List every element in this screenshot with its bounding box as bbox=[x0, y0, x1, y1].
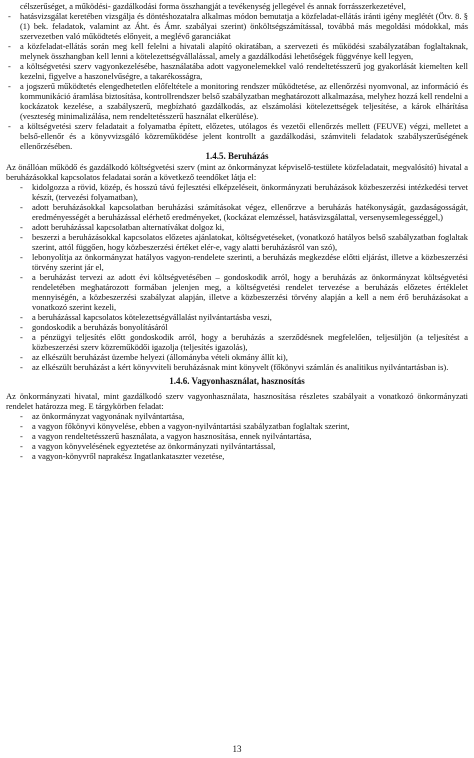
dash-bullet: - bbox=[20, 312, 23, 322]
dash-bullet: - bbox=[20, 421, 23, 431]
list-item-text: a beruházást tervezi az adott évi költségvetésében – gondoskodik arról, hogy a beruházás az önkormányzat költségvetési rendeletében meghatározott formában jelenjen meg, a költségvetési rendelet tervezése a beruházás előzetes értéklelet mennyiségén, a közbeszerzési szabályzat alapján, illetve a közbeszerzési törvény alapján a kell a nem érő beruházásokat a vonatkozó szerint kezeli, bbox=[32, 272, 468, 312]
section-heading-vagyonhasznalat: 1.4.6. Vagyonhasználat, hasznosítás bbox=[169, 376, 305, 386]
dash-bullet: - bbox=[20, 362, 23, 372]
dash-bullet: - bbox=[20, 182, 23, 192]
dash-bullet: - bbox=[20, 272, 23, 282]
list-item-text: a vagyon főkönyvi könyvelése, ebben a vagyon-nyilvántartási szabályzatban foglaltak szerint, bbox=[32, 421, 350, 431]
list-item bbox=[6, 332, 468, 352]
list-item bbox=[6, 202, 468, 222]
list-item bbox=[6, 41, 468, 61]
dash-bullet: - bbox=[8, 81, 11, 91]
section-intro-paragraph: Az önállóan működő és gazdálkodó költségvetési szerv (mint az önkormányzat képviselő-testülete közfeladatait, megvalósító) hivatal a beruházásokkal kapcsolatos feladatai során a következő teendőket látja el: bbox=[6, 162, 468, 182]
list-item bbox=[6, 451, 468, 461]
list-item-text: a közfeladat-ellátás során meg kell felelni a hivatali alapító okiratában, a szervezeti és működési szabályzatában foglaltaknak, melynek összhangban kell lenni a kötelezettségvállalással, amely a gazdálkodási lehetőségek függvénye kell legyen, bbox=[20, 41, 468, 61]
list-item-text: lebonyolítja az önkormányzat hatályos vagyon-rendelete szerinti, a beruházás megkezdése előtti eljárást, illetve a közbeszerzési törvény szerint jár el, bbox=[32, 252, 468, 272]
list-item-text: adott beruházással kapcsolatban alternatívákat dolgoz ki, bbox=[32, 222, 225, 232]
list-item-text: hatásvizsgálat keretében vizsgálja és döntéshozatalra alkalmas módon bemutatja a közfeladat-ellátás iránti igény meglétét (Ötv. 8. § (1) bek. feladatok, valamint az Áht. és Ámr. szabályai szerint) önköltségszámítással, továbbá más megoldási módokkal, más szervezetben való működtetés előnyeit, a meglévő garanciákat bbox=[20, 11, 468, 41]
list-item-text: a költségvetési szerv feladatait a folyamatba épített, előzetes, utólagos és vezetői ellenőrzés mellett (FEUVE) végzi, melletet a belső-ellenőr és a könyvvizsgáló közreműködése jelent kontrollt a gazdálkodási, számviteli feladatok szabályszerűségének ellenőrzésében. bbox=[20, 121, 468, 151]
list-item bbox=[6, 252, 468, 272]
list-item bbox=[6, 421, 468, 431]
list-item bbox=[6, 431, 468, 441]
list-item-text: az elkészült beruházást a kért könyvviteli beruházásnak mint könyvelt (főkönyvi számlán és analitikus nyilvántartásban is). bbox=[32, 362, 449, 372]
list-item bbox=[6, 182, 468, 202]
dash-bullet: - bbox=[20, 352, 23, 362]
list-item-text: adott beruházásokkal kapcsolatban beruházási számításokat végez, ellenőrzve a beruházás hatékonyságát, gazdaságosságát, eredményességét a beruházással elérhető eredményeket, (kockázat elemzéssel, hatásvizsgálattal, versenysemlegességgel,) bbox=[32, 202, 468, 222]
dash-bullet: - bbox=[20, 451, 23, 461]
dash-bullet: - bbox=[20, 202, 23, 212]
list-item-text: a költségvetési szerv vagyonkezelésébe, használatába adott vagyonelemekkel való rendeltetésszerű jog gyakorlását kiemelten kell kezelni, figyelve a haszonelvűségre, a takarékosságra, bbox=[20, 61, 468, 81]
list-item bbox=[6, 11, 468, 41]
list-item bbox=[6, 441, 468, 451]
list-item bbox=[6, 272, 468, 312]
dash-bullet: - bbox=[20, 322, 23, 332]
dash-bullet: - bbox=[8, 121, 11, 131]
list-item-text: a vagyon rendeltetésszerű használata, a vagyon hasznosítása, ennek nyilvántartása, bbox=[32, 431, 312, 441]
dash-bullet: - bbox=[20, 332, 23, 342]
list-item-text: a pénzügyi teljesítés előtt gondoskodik arról, hogy a beruházás a szerződésnek megfelelően, teljesüljön (a teljesítést a közbeszerzési szerv közreműködői igazolja (teljesítés igazolás), bbox=[32, 332, 468, 352]
dash-bullet: - bbox=[20, 431, 23, 441]
list-item-text: beszerzi a beruházásokkal kapcsolatos előzetes ajánlatokat, költségvetéseket, (vonatkozó hatályos belső szabályzatban foglaltak szerint, attól függően, hogy közbeszerzési értéket elér-e, vagy alatti beruházásról van szó), bbox=[32, 232, 468, 252]
section-heading-beruhazas: 1.4.5. Beruházás bbox=[205, 151, 269, 161]
page-content bbox=[6, 1, 468, 461]
page-number: 13 bbox=[232, 744, 242, 754]
list-item-text: gondoskodik a beruházás bonyolításáról bbox=[32, 322, 168, 332]
list-item bbox=[6, 312, 468, 322]
dash-bullet: - bbox=[20, 222, 23, 232]
list-item bbox=[6, 81, 468, 121]
list-item-text: kidolgozza a rövid, közép, és hosszú távú fejlesztési elképzeléseit, önkormányzati beruházások közbeszerzési intézkedési tervet készít, (tervezési folyamatban), bbox=[32, 182, 468, 202]
dash-bullet: - bbox=[20, 411, 23, 421]
list-item-text: az önkormányzat vagyonának nyilvántartása, bbox=[32, 411, 185, 421]
list-item-text: az elkészült beruházást üzembe helyezi (állományba vételi okmány állít ki), bbox=[32, 352, 288, 362]
list-item-text: a vagyon-könyvről naprakész Ingatlankataszter vezetése, bbox=[32, 451, 225, 461]
dash-bullet: - bbox=[8, 41, 11, 51]
list-item-text: a beruházással kapcsolatos kötelezettségvállalást nyilvántartásba veszi, bbox=[32, 312, 272, 322]
dash-bullet: - bbox=[20, 232, 23, 242]
list-item bbox=[6, 61, 468, 81]
list-item bbox=[6, 362, 468, 372]
dash-bullet: - bbox=[20, 441, 23, 451]
list-item bbox=[6, 232, 468, 252]
list-item-text: a vagyon könyvelésének egyeztetése az önkormányzati nyilvántartással, bbox=[32, 441, 276, 451]
list-item bbox=[6, 352, 468, 362]
list-item-continuation: célszerűséget, a működési- gazdálkodási forma összhangját a tevékenység jellegével és annak forrásszerkezetével, bbox=[20, 1, 406, 11]
list-item bbox=[6, 121, 468, 151]
list-item bbox=[6, 322, 468, 332]
dash-bullet: - bbox=[8, 11, 11, 21]
list-item bbox=[6, 222, 468, 232]
dash-bullet: - bbox=[8, 61, 11, 71]
dash-bullet: - bbox=[20, 252, 23, 262]
list-item-text: a jogszerű működtetés elengedhetetlen előfeltétele a monitoring rendszer működtetése, az ellenőrzési nyomvonal, az információ és kommunikáció áramlása biztosítása, kontrollrendszer belső szabályzatban meghatározott alkalmazása, melyhez hozzá kell rendelni a kockázatok kezelése, a szabályszerű, megbízható gazdálkodás, az elszámolási kötelezettségek teljesítése, a károk elhárítása (veszteség minimalizálása, nem rendeltetésszerű használat elkerülése). bbox=[20, 81, 468, 121]
list-item bbox=[6, 411, 468, 421]
section-intro-paragraph: Az önkormányzati hivatal, mint gazdálkodó szerv vagyonhasználata, hasznosítása részletes szabályait a vonatkozó önkormányzati rendelet határozza meg. E tárgykörben feladat: bbox=[6, 391, 468, 411]
